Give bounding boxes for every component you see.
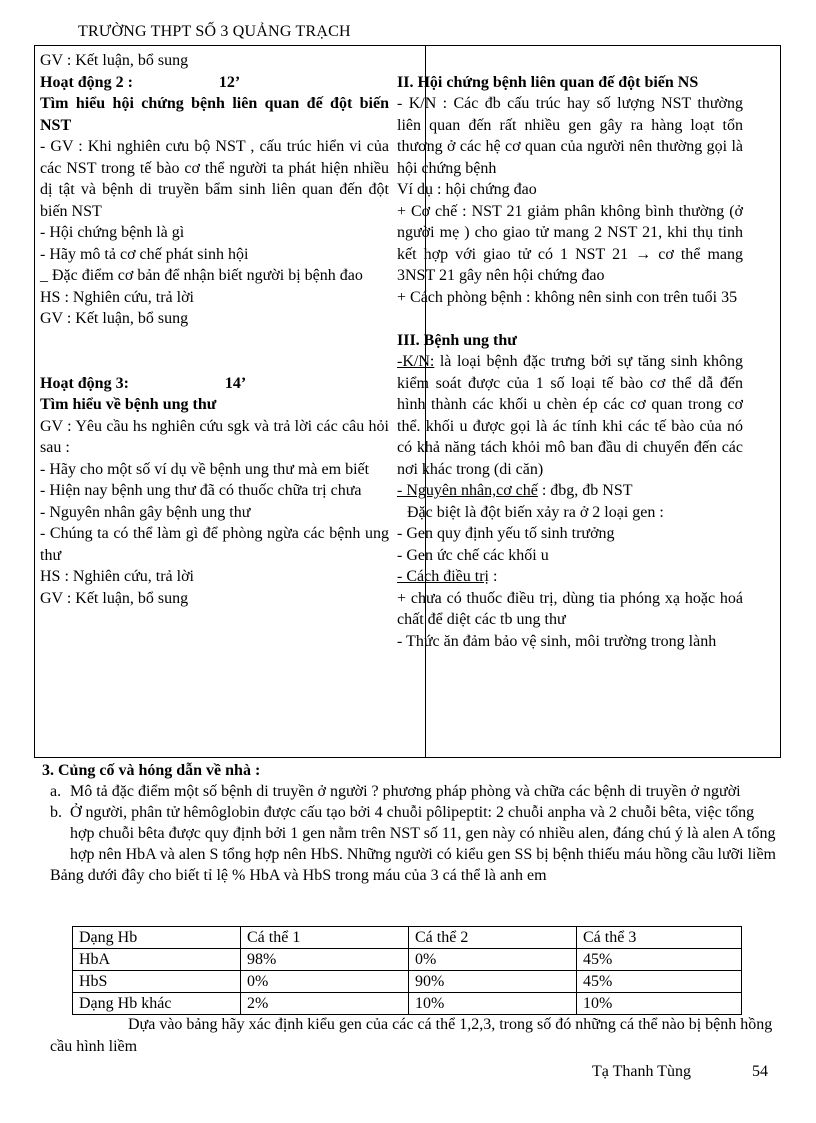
table-header: Cá thể 1 (241, 927, 409, 949)
activity-3-heading: Hoạt động 3: 14’ (40, 374, 247, 392)
table-cell: Dạng Hb khác (73, 993, 241, 1015)
table-cell: 90% (409, 971, 577, 993)
table-header: Dạng Hb (73, 927, 241, 949)
hemoglobin-table (72, 926, 742, 1015)
table-cell: 2% (241, 993, 409, 1015)
activity-3-line: - Chúng ta có thể làm gì để phòng ngừa các bệnh ung thư (40, 525, 389, 564)
lesson-table (34, 45, 781, 758)
section-3-title: III. Bệnh ung thư (397, 331, 517, 349)
section-2-prevention: + Cách phòng bệnh : không nên sinh con trên tuổi 35 (397, 288, 738, 306)
section-3-definition: -K/N: là loại bệnh đặc trưng bởi sự tăng sinh không kiểm soát được của 1 số loại tế bào cơ thể dẫ đến hình thành các khối u chèn ép các cơ quan trong cơ thể. khối u được gọi là ác tính khi các tế bào của nó có khả năng tách khỏi mô ban đầu di chuyển đến các nơi khác trong (di căn) (397, 353, 743, 478)
activity-3-line: - Hiện nay bệnh ung thư đã có thuốc chữa trị chưa (40, 482, 362, 499)
activity-2-line: - Hãy mô tả cơ chế phát sinh hội (40, 245, 249, 263)
activity-3-line: GV : Yêu cầu hs nghiên cứu sgk và trả lời các câu hỏi sau : (40, 417, 389, 456)
table-header: Cá thể 3 (577, 927, 742, 949)
table-header-row (73, 927, 742, 949)
activity-2-heading: Hoạt động 2 : 12’ (40, 73, 241, 91)
question-a: a. Mô tả đặc điểm một số bệnh di truyền ở người ? phương pháp phòng và chữa các bệnh di truyền ở người (50, 783, 741, 800)
activity-2-line: _ Đặc điểm cơ bản để nhận biết người bị bệnh đao (40, 267, 363, 284)
content-column (397, 50, 743, 652)
review-title: 3. Củng cố và hóng dẫn về nhà : (42, 762, 261, 779)
table-cell: 10% (409, 993, 577, 1015)
activity-3-line: GV : Kết luận, bổ sung (40, 589, 189, 607)
table-cell: 10% (577, 993, 742, 1015)
section-2-definition: - K/N : Các đb cấu trúc hay số lượng NST thường liên quan đến rất nhiều gen gây ra hàng loạt tổn thương ở các hệ cơ quan của người nên thường gọi là hội chứng bệnh (397, 95, 743, 177)
table-cell: 0% (241, 971, 409, 993)
section-3-treatment: - Thức ăn đảm bảo vệ sinh, môi trường trong lành (397, 632, 717, 650)
page-number: 54 (752, 1063, 768, 1080)
table-cell: HbA (73, 949, 241, 971)
table-cell: 98% (241, 949, 409, 971)
activity-3-subtitle: Tìm hiểu về bệnh ung thư (40, 396, 217, 413)
activity-2-line: HS : Nghiên cứu, trả lời (40, 288, 194, 306)
table-row (73, 971, 742, 993)
section-2-mechanism: + Cơ chế : NST 21 giảm phân không bình thường (ở người mẹ ) cho giao tử mang 2 NST 21, khi thụ tinh kết hợp với giao tử có 1 NST 21 → cơ thể mang 3NST 21 gây nên hội chứng đao (397, 202, 743, 284)
section-2-example: Ví dụ : hội chứng đao (397, 181, 537, 198)
gv-conclusion: GV : Kết luận, bổ sung (40, 52, 189, 69)
table-cell: 45% (577, 971, 742, 993)
table-row (73, 949, 742, 971)
section-3-special: Đặc biệt là đột biến xảy ra ở 2 loại gen : (407, 503, 664, 521)
activity-2-line: GV : Kết luận, bổ sung (40, 310, 189, 327)
table-cell: 0% (409, 949, 577, 971)
activity-3-line: - Nguyên nhân gây bệnh ung thư (40, 503, 251, 521)
activity-2-line: - GV : Khi nghiên cưu bộ NST , cấu trúc hiển vi của các NST trong tế bào cơ thể người ta phát hiện nhiều dị tật và bệnh di truyền bẩm sinh liên quan đến đột biến NST (40, 138, 389, 220)
table-instruction: Dựa vào bảng hãy xác định kiểu gen của các cá thể 1,2,3, trong số đó những cá thể nào bị bệnh hồng cầu hình liềm (50, 1016, 773, 1055)
activity-2-line: - Hội chứng bệnh là gì (40, 224, 185, 241)
section-3-cause: - Nguyên nhân,cơ chế : đbg, đb NST (397, 482, 633, 499)
teacher-activities-column (40, 50, 389, 609)
author-signature: Tạ Thanh Tùng (592, 1063, 691, 1080)
table-header: Cá thể 2 (409, 927, 577, 949)
activity-3-line: - Hãy cho một số ví dụ về bệnh ung thư mà em biết (40, 460, 370, 478)
table-row (73, 993, 742, 1015)
section-3-gene: - Gen ức chế các khối u (397, 546, 549, 564)
section-2-title: II. Hội chứng bệnh liên quan đế đột biến NS (397, 73, 699, 91)
school-header: TRƯỜNG THPT SỐ 3 QUẢNG TRẠCH (78, 23, 351, 40)
table-caption: Bảng dưới đây cho biết tỉ lệ % HbA và HbS trong máu của 3 cá thể là anh em (50, 867, 547, 884)
review-section (42, 760, 782, 886)
section-3-treatment: + chưa có thuốc điều trị, dùng tia phóng xạ hoặc hoá chất để diệt các tb ung thư (397, 589, 743, 628)
question-b: b. Ở người, phân tử hêmôglobin được cấu tạo bởi 4 chuỗi pôlipeptit: 2 chuỗi anpha và 2 chuỗi bêta, việc tổng hợp chuỗi bêta được quy định bởi 1 gen nằm trên NST số 11, gen này có nhiều alen, đáng chú ý là alen A tổng hợp nên HbA và alen S tổng hợp nên HbS. Những người có kiểu gen SS bị bệnh thiếu máu hồng cầu lưỡi liềm (50, 804, 776, 863)
section-3-gene: - Gen quy định yếu tố sinh trưởng (397, 525, 615, 542)
section-3-treatment-heading: - Cách điều trị : (397, 568, 498, 585)
activity-2-subtitle: Tìm hiểu hội chứng bệnh liên quan đế đột biến NST (40, 95, 389, 134)
activity-3-line: HS : Nghiên cứu, trả lời (40, 568, 194, 585)
table-cell: 45% (577, 949, 742, 971)
table-cell: HbS (73, 971, 241, 993)
